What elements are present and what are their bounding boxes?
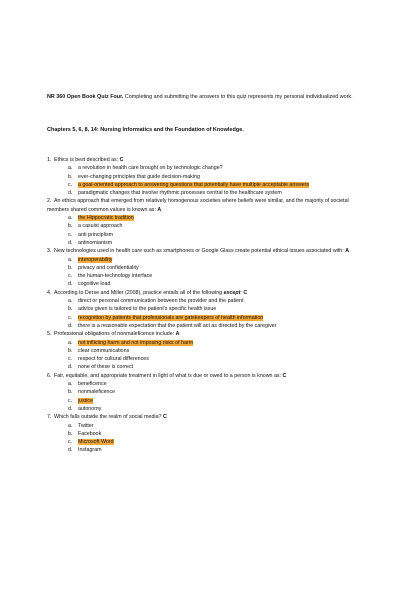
option-letter: d. <box>68 190 73 197</box>
option-text: anti principlism <box>78 231 114 238</box>
answer-option <box>68 430 367 438</box>
answer-option <box>68 214 367 222</box>
option-letter: c. <box>68 231 73 238</box>
answer-option <box>68 272 367 280</box>
question-stem <box>47 197 367 214</box>
answer-option <box>68 339 367 347</box>
option-text: clear communications <box>78 347 130 354</box>
answer-key: C <box>119 157 124 163</box>
option-text: a casuist approach <box>78 223 123 230</box>
question-stem <box>47 156 367 164</box>
answer-option <box>68 231 367 239</box>
answer-option <box>68 388 367 396</box>
option-letter: d. <box>68 281 73 288</box>
question-item <box>47 289 367 330</box>
answer-option <box>68 422 367 430</box>
option-letter: d. <box>68 447 73 454</box>
option-letter: a. <box>68 422 73 429</box>
option-letter: b. <box>68 173 73 180</box>
answer-option <box>68 347 367 355</box>
option-text: there is a reasonable expectation that the patient will act as directed by the caregiver <box>78 322 277 329</box>
highlighted-answer-text: interoperability <box>78 256 113 263</box>
question-item <box>47 330 367 371</box>
question-text: According to Derse and Miller (2008), practice entails all of the following <box>54 289 224 296</box>
question-number: 1. <box>47 157 52 163</box>
question-number: 3. <box>47 248 52 255</box>
answer-option <box>68 297 367 305</box>
quiz-statement: Completing and submitting the answers to this quiz represents my personal individualized work. <box>123 94 353 100</box>
option-letter: b. <box>68 223 73 230</box>
option-text: beneficence <box>78 381 107 388</box>
option-letter: b. <box>68 264 73 271</box>
highlighted-answer-text: justice <box>78 397 94 404</box>
answer-option <box>68 446 367 454</box>
answer-option <box>68 164 367 172</box>
question-text-after: : <box>240 289 244 296</box>
option-text: privacy and confidentiality <box>78 264 139 271</box>
highlighted-answer-text: not inflicting harm and not imposing risks of harm <box>78 339 194 346</box>
answer-key: A <box>345 248 350 255</box>
answer-key: C <box>162 414 167 421</box>
question-list <box>47 156 367 455</box>
question-stem <box>47 330 367 338</box>
answer-option <box>68 239 367 247</box>
option-text: respect for cultural differences <box>78 356 149 363</box>
option-text: direct or personal communication between the provider and the patient <box>78 298 244 305</box>
quiz-title: NR 360 Open Book Quiz Four. <box>47 94 124 100</box>
question-text: Which falls outside the realm of social media? <box>54 414 163 421</box>
answer-option <box>68 322 367 330</box>
option-letter: c. <box>68 356 73 363</box>
option-letter: d. <box>68 364 73 371</box>
answer-option <box>68 173 367 181</box>
option-text: ever-changing principles that guide decision-making <box>78 173 200 180</box>
highlighted-answer-text: the Hippocratic tradition <box>78 215 134 222</box>
question-number: 6. <box>47 372 52 379</box>
question-item <box>47 247 367 288</box>
answer-key: A <box>157 206 162 213</box>
option-letter: b. <box>68 306 73 313</box>
option-letter: a. <box>68 165 73 172</box>
option-letter: c. <box>68 314 73 321</box>
option-text: paradigmatic changes that involve rhythmic processes central to the healthcare system <box>78 190 282 197</box>
option-text: a revolution in health care brought on by technologic change? <box>78 165 223 172</box>
option-letter: a. <box>68 381 73 388</box>
answer-option <box>68 222 367 230</box>
option-text: the human-technology interface <box>78 273 153 280</box>
option-text: Facebook <box>78 430 102 437</box>
option-list <box>47 422 367 455</box>
option-text: advice given is tailored to the patient's specific health issue <box>78 306 217 313</box>
option-letter: a. <box>68 298 73 305</box>
answer-option <box>68 264 367 272</box>
option-text: Twitter <box>78 422 94 429</box>
question-text: Ethics is best described as: <box>54 157 120 163</box>
option-list <box>47 214 367 247</box>
answer-option <box>68 438 367 446</box>
highlighted-answer-text: Microsoft Word <box>78 439 114 446</box>
question-stem <box>47 413 367 421</box>
option-letter: b. <box>68 430 73 437</box>
option-letter: d. <box>68 322 73 329</box>
question-text: An ethics approach that emerged from relatively homogenous societies where beliefs were similar, and the majority of societal members shared common values is known as: <box>47 198 349 213</box>
answer-option <box>68 305 367 313</box>
answer-key: C <box>282 372 287 379</box>
option-list <box>47 380 367 413</box>
option-text: nonmaleficence <box>78 389 116 396</box>
answer-option <box>68 363 367 371</box>
question-item <box>47 197 367 247</box>
quiz-header <box>47 93 367 101</box>
answer-option <box>68 405 367 413</box>
option-list <box>47 164 367 197</box>
option-letter: c. <box>68 397 73 404</box>
option-letter: d. <box>68 405 73 412</box>
question-number: 4. <box>47 289 52 296</box>
answer-option <box>68 280 367 288</box>
answer-option <box>68 397 367 405</box>
chapter-title: Chapters 5, 6, 8, 14: Nursing Informatics and the Foundation of Knowledge. <box>47 127 244 133</box>
option-letter: d. <box>68 239 73 246</box>
question-emphasis: except <box>223 289 241 296</box>
option-text: cognitive load <box>78 281 111 288</box>
option-letter: a. <box>68 215 73 222</box>
option-list <box>47 297 367 330</box>
answer-option <box>68 314 367 322</box>
question-item <box>47 156 367 197</box>
question-item <box>47 413 367 454</box>
option-letter: c. <box>68 273 73 280</box>
question-stem <box>47 289 367 297</box>
option-letter: b. <box>68 389 73 396</box>
option-text: none of these is correct <box>78 364 134 371</box>
question-number: 5. <box>47 331 52 338</box>
question-text: Fair, equitable, and appropriate treatment in light of what is due or owed to a person is known as: <box>54 372 283 379</box>
option-letter: c. <box>68 181 73 188</box>
question-number: 7. <box>47 414 52 421</box>
option-letter: b. <box>68 347 73 354</box>
question-stem <box>47 372 367 380</box>
highlighted-answer-text: recognition by patients that professionals are gatekeepers of health information <box>78 314 264 321</box>
question-text: Professional obligations of nonmaleficence include: <box>54 331 176 338</box>
question-item <box>47 372 367 413</box>
answer-option <box>68 256 367 264</box>
option-list <box>47 339 367 372</box>
answer-key: A <box>175 331 180 338</box>
option-text: antinomianism <box>78 239 113 246</box>
answer-key: C <box>243 289 248 296</box>
question-text: New technologies used in health care such as smartphones or Google Glass create potential ethical issues associated with: <box>54 248 346 255</box>
answer-option <box>68 355 367 363</box>
answer-option <box>68 189 367 197</box>
option-letter: a. <box>68 256 73 263</box>
answer-option <box>68 181 367 189</box>
option-text: Instagram <box>78 447 102 454</box>
option-text: autonomy <box>78 405 102 412</box>
question-stem <box>47 247 367 255</box>
option-letter: c. <box>68 439 73 446</box>
option-list <box>47 256 367 289</box>
question-number: 2. <box>47 198 52 205</box>
option-letter: a. <box>68 339 73 346</box>
answer-option <box>68 380 367 388</box>
highlighted-answer-text: a goal-oriented approach to answering questions that potentially have multiple acceptable answers <box>78 181 310 188</box>
